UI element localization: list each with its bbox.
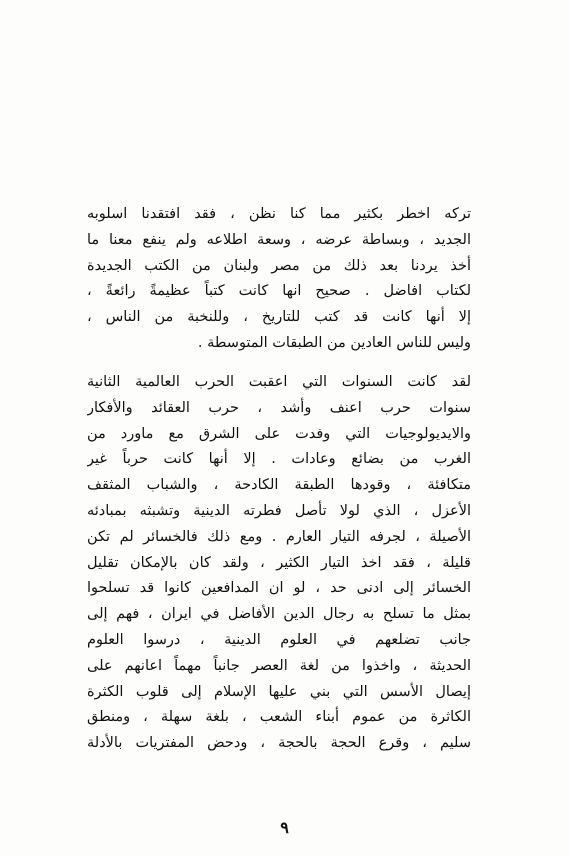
- paragraph-2: [87, 370, 471, 757]
- text-line: الحديثة ، واخذوا من لغة العصر جانباً مهماً اعانهم على: [87, 657, 471, 674]
- text-line: سنوات حرب اعنف وأشد ، حرب العقائد والأفكار: [87, 399, 471, 416]
- page-number: ٩: [280, 818, 289, 837]
- text-line: لقد كانت السنوات التي اعقبت الحرب العالمية الثانية: [87, 374, 471, 390]
- text-line: الأصيلة ، لجرفه التيار العارم . ومع ذلك فالخسائر لم تكن: [87, 528, 471, 545]
- paragraph-1: [87, 202, 471, 357]
- text-line: تركه اخطر بكثير مما كنا نظن ، فقد افتقدنا اسلوبه: [87, 206, 471, 222]
- text-line: جانب تضلعهم في العلوم الدينية ، درسوا العلوم: [87, 631, 471, 648]
- text-line: أخذ يردنا بعد ذلك من مصر ولبنان من الكتب الجديدة: [87, 257, 471, 274]
- text-line: الأعزل ، الذي لولا تأصل فطرته الدينية وتشبثه بمبادئه: [87, 502, 471, 519]
- text-line: الكاثرة من عموم أبناء الشعب ، بلغة سهلة ، ومنطق: [87, 709, 471, 726]
- text-line: الجديد ، وبساطة عرضه ، وسعة اطلاعه ولم ينفع معنا ما: [87, 231, 471, 248]
- text-line: إلا أنها كانت قد كتب للتاريخ ، وللنخبة من الناس ،: [87, 309, 471, 326]
- text-line: إيصال الأسس التي بني عليها الإسلام إلى قلوب الكثرة: [87, 683, 471, 700]
- text-line: الخسائر إلى ادنى حد ، لو ان المدافعين كانوا قد تسلحوا: [87, 580, 471, 597]
- text-line: متكافئة ، وقودها الطبقة الكادحة ، والشباب المثقف: [87, 477, 471, 494]
- text-line: الغرب من بضائع وعادات . إلا أنها كانت حرباً غير: [87, 451, 471, 468]
- text-line: قليلة ، فقد اخذ التيار الكثير ، ولقد كان بالإمكان تقليل: [87, 554, 471, 571]
- text-line: والايديولوجيات التي وفدت على الشرق مع ماورد من: [87, 425, 471, 442]
- text-line: لكتاب افاضل . صحيح انها كانت كتباً عظيمةً رائعةً ،: [87, 283, 471, 300]
- text-line: بمثل ما تسلح به رجال الدين الأفاضل في ايران ، فهم إلى: [87, 606, 471, 623]
- text-line: وليس للناس العادين من الطبقات المتوسطة .: [197, 334, 471, 351]
- text-line: سليم ، وقرع الحجة بالحجة ، ودحض المفتريات بالأدلة: [87, 735, 471, 752]
